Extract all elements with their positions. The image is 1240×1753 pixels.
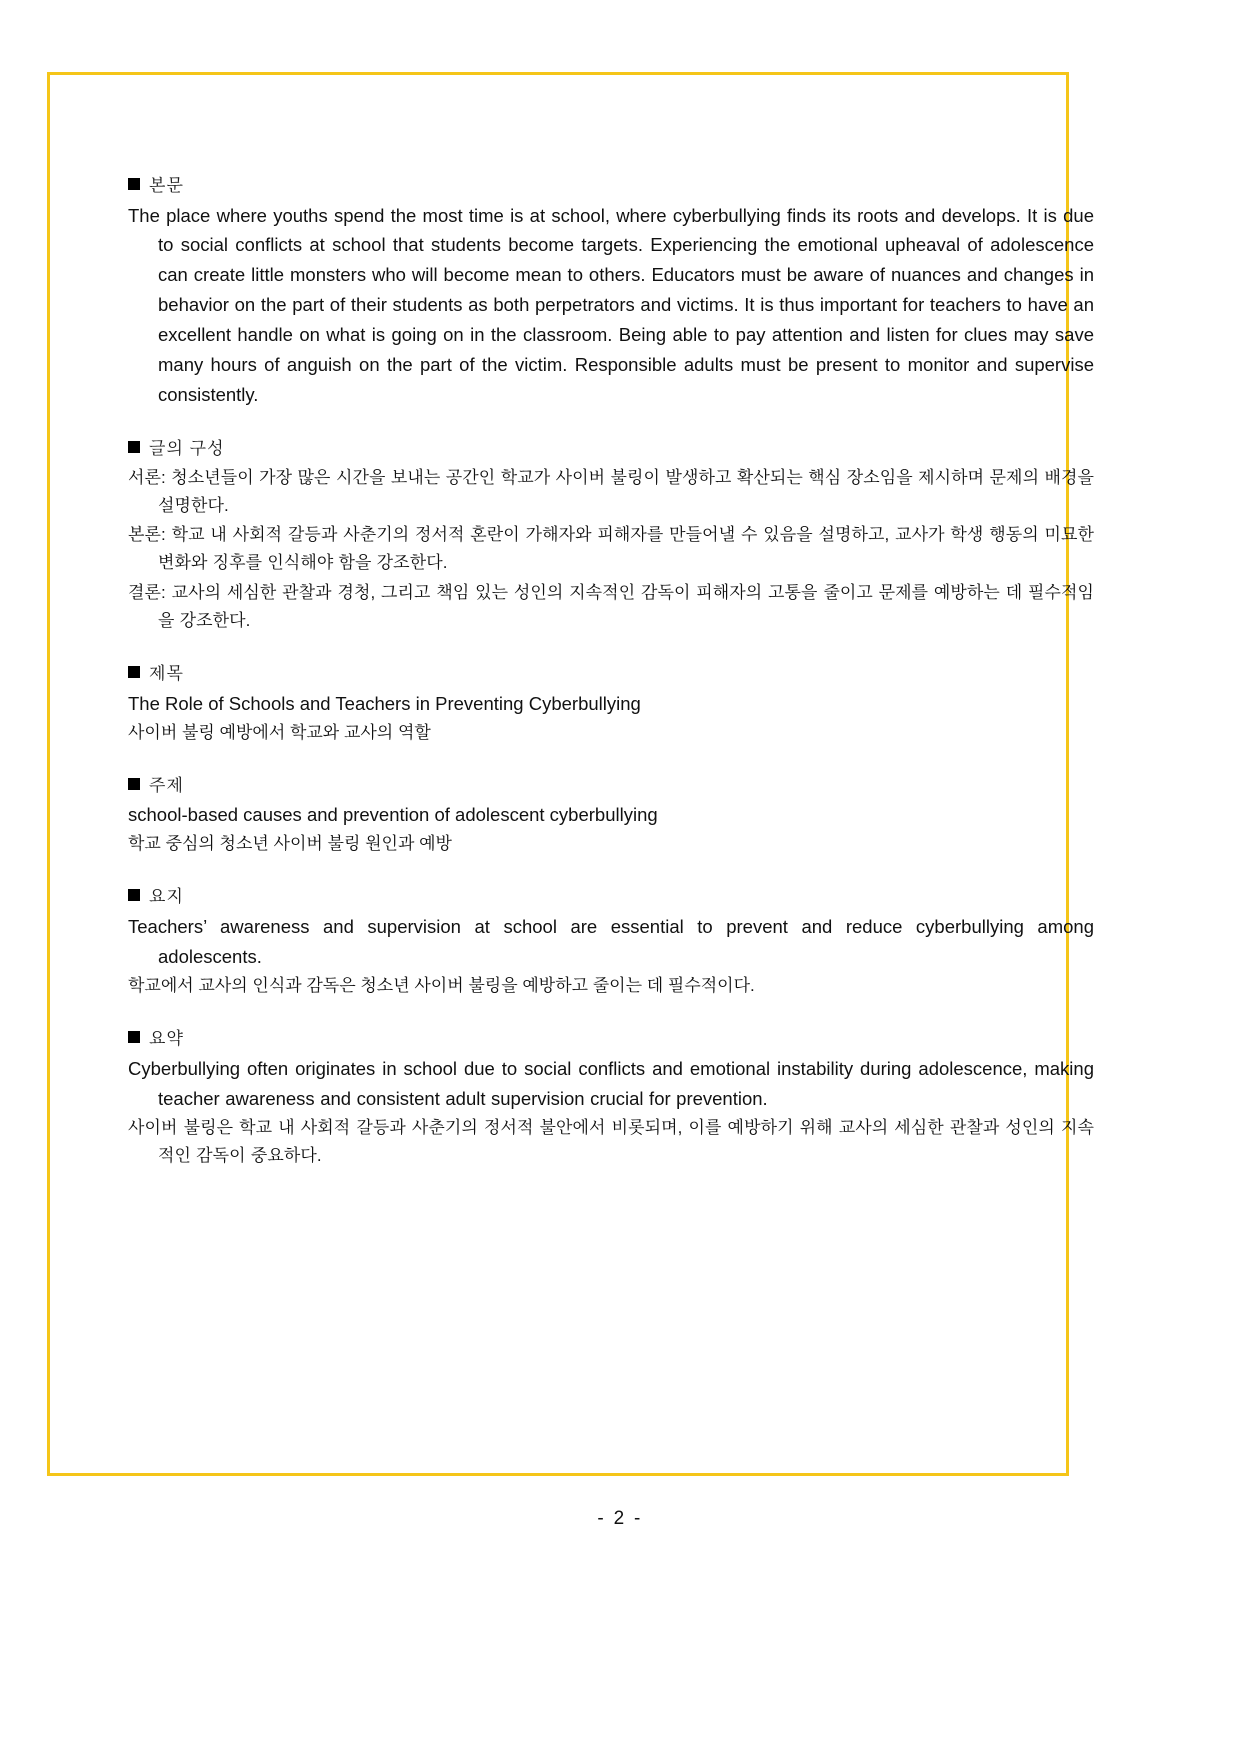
yoji-korean-line: 학교에서 교사의 인식과 감독은 청소년 사이버 불링을 예방하고 줄이는 데 필수적이다. <box>128 975 755 995</box>
bonmun-english-paragraph: The place where youths spend the most time is at school, where cyberbullying finds its roots and develops. It is due to social conflicts at school that students become targets. Experiencing the emotional upheaval of adolescence can create little monsters who will become mean to others. Educators must be aware of nuances and changes in behavior on the part of their students as both perpetrators and victims. It is thus important for teachers to have an excellent handle on what is going on in the classroom. Being able to pay attention and listen for clues may save many hours of anguish on the part of the victim. Responsible adults must be present to monitor and supervise consistently. <box>128 204 1094 406</box>
section-bullet-square-icon <box>128 778 140 790</box>
juje-english-line: school-based causes and prevention of adolescent cyberbullying <box>128 804 658 826</box>
section-yoyak <box>128 1026 1094 1170</box>
guseong-item-seoron: 서론: 청소년들이 가장 많은 시간을 보내는 공간인 학교가 사이버 불링이 발생하고 확산되는 핵심 장소임을 제시하며 문제의 배경을 설명한다. <box>128 467 1094 515</box>
guseong-item-bonron: 본론: 학교 내 사회적 갈등과 사춘기의 정서적 혼란이 가해자와 피해자를 만들어낼 수 있음을 설명하고, 교사가 학생 행동의 미묘한 변화와 징후를 인식해야 함을 강조한다. <box>128 525 1094 573</box>
jemok-korean-line: 사이버 불링 예방에서 학교와 교사의 역할 <box>128 722 431 742</box>
section-heading-jemok <box>128 661 1094 687</box>
section-heading-label: 본문 <box>149 176 184 195</box>
section-heading-label: 글의 구성 <box>149 439 225 459</box>
section-heading-guseong <box>128 436 1094 462</box>
section-bonmun <box>128 173 1094 410</box>
document-content <box>128 173 1094 1170</box>
section-heading-juje <box>128 773 1094 799</box>
section-heading-bonmun <box>128 173 1094 199</box>
section-heading-label: 요지 <box>149 887 184 907</box>
guseong-item-gyeollon: 결론: 교사의 세심한 관찰과 경청, 그리고 책임 있는 성인의 지속적인 감독이 피해자의 고통을 줄이고 문제를 예방하는 데 필수적임을 강조한다. <box>128 582 1094 630</box>
section-guseong <box>128 436 1094 635</box>
section-heading-yoji <box>128 884 1094 910</box>
jemok-english-line: The Role of Schools and Teachers in Preventing Cyberbullying <box>128 692 641 714</box>
section-jemok <box>128 661 1094 747</box>
section-heading-label: 주제 <box>149 775 184 795</box>
yoji-english-paragraph: Teachers’ awareness and supervision at school are essential to prevent and reduce cyberbullying among adolescents. <box>128 915 1094 967</box>
juje-korean-line: 학교 중심의 청소년 사이버 불링 원인과 예방 <box>128 834 452 854</box>
section-heading-label: 제목 <box>149 664 184 684</box>
section-bullet-square-icon <box>128 441 140 453</box>
section-yoji <box>128 884 1094 1000</box>
yoyak-english-paragraph: Cyberbullying often originates in school due to social conflicts and emotional instability during adolescence, making teacher awareness and consistent adult supervision crucial for prevention. <box>128 1057 1094 1109</box>
page-number-footer: - 2 - <box>597 1508 643 1529</box>
section-bullet-square-icon <box>128 889 140 901</box>
section-juje <box>128 773 1094 859</box>
section-bullet-square-icon <box>128 178 140 190</box>
section-heading-yoyak <box>128 1026 1094 1052</box>
section-bullet-square-icon <box>128 1031 140 1043</box>
page-border-frame <box>47 72 1094 1476</box>
section-heading-label: 요약 <box>149 1029 184 1049</box>
yoyak-korean-paragraph: 사이버 불링은 학교 내 사회적 갈등과 사춘기의 정서적 불안에서 비롯되며, 이를 예방하기 위해 교사의 세심한 관찰과 성인의 지속적인 감독이 중요하다. <box>128 1117 1094 1165</box>
section-bullet-square-icon <box>128 666 140 678</box>
